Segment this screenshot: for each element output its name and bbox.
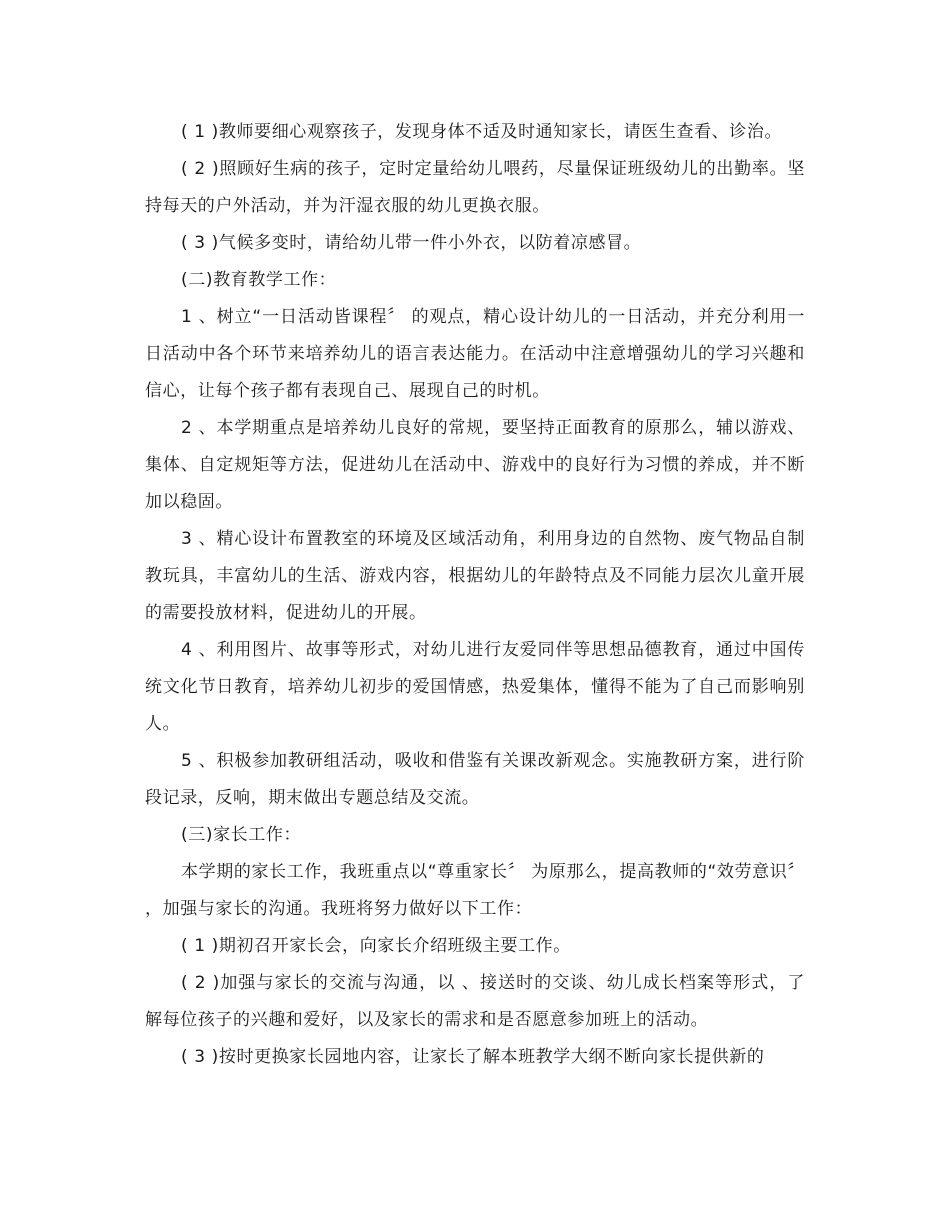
paragraph-9: 5 、积极参加教研组活动，吸收和借鉴有关课改新观念。实施教研方案，进行阶段记录，反响，期末做出专题总结及交流。 [145,751,805,808]
paragraph-5: 1 、树立“一日活动皆课程〞 的观点，精心设计幼儿的一日活动，并充分利用一日活动中各个环节来培养幼儿的语言表达能力。在活动中注意增强幼儿的学习兴趣和信心，让每个孩子都有表现自己、展现自己的时机。 [145,307,805,401]
paragraph-14: ( 3 )按时更换家长园地内容，让家长了解本班教学大纲不断向家长提供新的 [181,1047,765,1067]
section-heading-education: (二)教育教学工作： [181,270,337,290]
paragraph-6: 2 、本学期重点是培养幼儿良好的常规，要坚持正面教育的原那么，辅以游戏、集体、自定规矩等方法，促进幼儿在活动中、游戏中的良好行为习惯的养成，并不断加以稳固。 [145,418,805,512]
paragraph-2: ( 2 )照顾好生病的孩子，定时定量给幼儿喂药，尽量保证班级幼儿的出勤率。坚持每天的户外活动，并为汗湿衣服的幼儿更换衣服。 [145,159,805,216]
paragraph-3: ( 3 )气候多变时，请给幼儿带一件小外衣，以防着凉感冒。 [181,233,642,253]
paragraph-11: 本学期的家长工作，我班重点以“尊重家长〞 为原那么，提高教师的“效劳意识〞 ，加强与家长的沟通。我班将努力做好以下工作： [145,862,805,919]
document-body [145,114,805,1076]
paragraph-1: ( 1 )教师要细心观察孩子，发现身体不适及时通知家长，请医生查看、诊治。 [181,122,783,142]
paragraph-8: 4 、利用图片、故事等形式，对幼儿进行友爱同伴等思想品德教育，通过中国传统文化节日教育，培养幼儿初步的爱国情感，热爱集体，懂得不能为了自己而影响别人。 [145,640,805,734]
section-heading-parents: (三)家长工作： [181,825,302,845]
paragraph-7: 3 、精心设计布置教室的环境及区域活动角，利用身边的自然物、废气物品自制教玩具，丰富幼儿的生活、游戏内容，根据幼儿的年龄特点及不同能力层次儿童开展的需要投放材料，促进幼儿的开展。 [145,529,805,623]
paragraph-13: ( 2 )加强与家长的交流与沟通，以 、接送时的交谈、幼儿成长档案等形式，了解每位孩子的兴趣和爱好，以及家长的需求和是否愿意参加班上的活动。 [145,973,805,1030]
paragraph-12: ( 1 )期初召开家长会，向家长介绍班级主要工作。 [181,936,571,956]
